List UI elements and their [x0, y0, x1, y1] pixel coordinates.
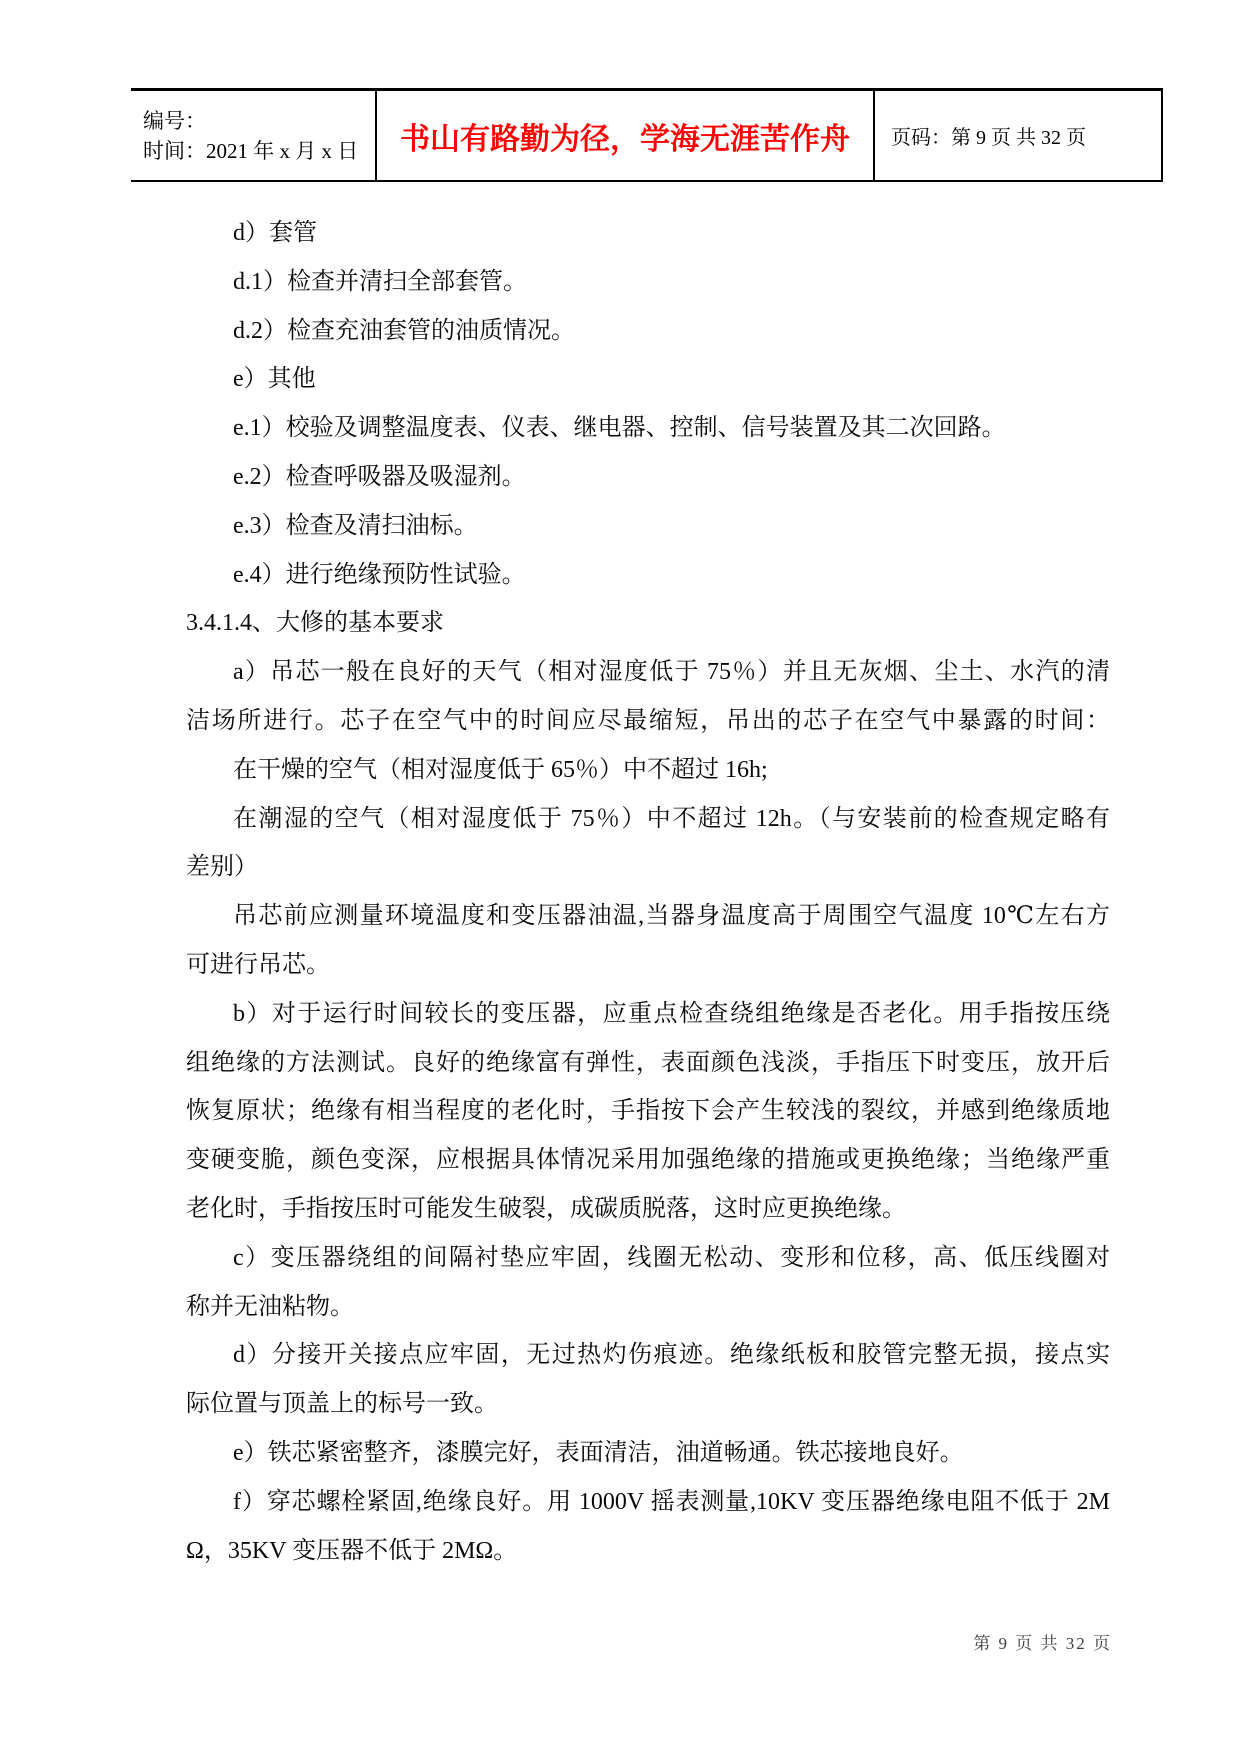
- body-line: Ω，35KV 变压器不低于 2MΩ。: [186, 1537, 518, 1564]
- body-line: e.2）检查呼吸器及吸湿剂。: [233, 463, 526, 490]
- motto-text: 书山有路勤为径，学海无涯苦作舟: [400, 122, 850, 156]
- body-line: d）分接开关接点应牢固，无过热灼伤痕迹。绝缘纸板和胶管完整无损，接点实: [233, 1342, 1110, 1369]
- header-cell-number-date: [131, 91, 375, 180]
- document-body: [186, 209, 1110, 1575]
- page-header-table: [131, 88, 1163, 182]
- document-date-label: 时间：2021 年 x 月 x 日: [143, 138, 359, 163]
- header-cell-page-number: [875, 91, 1161, 180]
- body-line: e）其他: [233, 366, 316, 393]
- body-line: c）变压器绕组的间隔衬垫应牢固，线圈无松动、变形和位移，高、低压线圈对: [233, 1244, 1110, 1271]
- page-footer: [973, 1629, 1112, 1654]
- body-line: e）铁芯紧密整齐，漆膜完好，表面清洁，油道畅通。铁芯接地良好。: [233, 1439, 964, 1466]
- footer-page-info: 第 9 页 共 32 页: [973, 1634, 1112, 1653]
- body-line: 在干燥的空气（相对湿度低于 65％）中不超过 16h;: [233, 756, 768, 783]
- body-line: 变硬变脆，颜色变深，应根据具体情况采用加强绝缘的措施或更换绝缘；当绝缘严重: [186, 1147, 1110, 1174]
- body-line: 差别）: [186, 854, 258, 881]
- body-line: d.1）检查并清扫全部套管。: [233, 268, 527, 295]
- body-line: 可进行吊芯。: [186, 951, 330, 978]
- body-line: 组绝缘的方法测试。良好的绝缘富有弹性，表面颜色浅淡，手指压下时变压，放开后: [186, 1049, 1110, 1076]
- body-line: f）穿芯螺栓紧固,绝缘良好。用 1000V 摇表测量,10KV 变压器绝缘电阻不低于 2M: [233, 1488, 1110, 1515]
- body-line: e.3）检查及清扫油标。: [233, 512, 478, 539]
- body-line: e.1）校验及调整温度表、仪表、继电器、控制、信号装置及其二次回路。: [233, 415, 1006, 442]
- body-line: e.4）进行绝缘预防性试验。: [233, 561, 526, 588]
- body-line: d）套管: [233, 220, 317, 246]
- body-line: a）吊芯一般在良好的天气（相对湿度低于 75％）并且无灰烟、尘土、水汽的清: [233, 659, 1110, 686]
- header-cell-motto: [375, 91, 875, 180]
- document-number-label: 编号：: [143, 108, 206, 133]
- body-section-heading: 3.4.1.4、大修的基本要求: [186, 610, 444, 637]
- body-line: 在潮湿的空气（相对湿度低于 75％）中不超过 12h。（与安装前的检查规定略有: [233, 805, 1110, 832]
- body-line: b）对于运行时间较长的变压器，应重点检查绕组绝缘是否老化。用手指按压绕: [233, 1000, 1110, 1027]
- body-line: 际位置与顶盖上的标号一致。: [186, 1391, 498, 1418]
- body-line: 恢复原状；绝缘有相当程度的老化时，手指按下会产生较浅的裂纹，并感到绝缘质地: [186, 1098, 1110, 1125]
- body-line: 老化时，手指按压时可能发生破裂，成碳质脱落，这时应更换绝缘。: [186, 1195, 906, 1222]
- body-line: 称并无油粘物。: [186, 1293, 354, 1320]
- body-line: 吊芯前应测量环境温度和变压器油温,当器身温度高于周围空气温度 10℃左右方: [233, 903, 1110, 930]
- page-number-label: 页码：第 9 页 共 32 页: [891, 127, 1086, 149]
- body-line: d.2）检查充油套管的油质情况。: [233, 317, 575, 344]
- body-line: 洁场所进行。芯子在空气中的时间应尽最缩短，吊出的芯子在空气中暴露的时间：: [186, 707, 1110, 734]
